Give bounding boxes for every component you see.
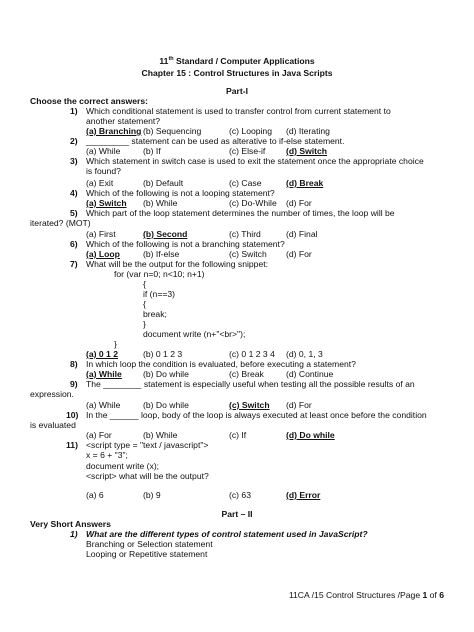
q3-text-line2: is found? bbox=[86, 166, 121, 176]
part2-subheading: Very Short Answers bbox=[30, 519, 111, 529]
q10-option-b: (b) While bbox=[143, 430, 178, 440]
q5-option-d: (d) Final bbox=[286, 229, 318, 239]
q11-number: 11) bbox=[66, 440, 78, 450]
q7-option-d: (d) 0, 1, 3 bbox=[286, 349, 323, 359]
q5-text-line2: iterated? (MOT) bbox=[30, 218, 91, 228]
q7-code-line: } bbox=[143, 319, 146, 329]
q9-text-line2: expression. bbox=[30, 389, 74, 399]
q3-option-d: (d) Break bbox=[286, 178, 324, 188]
q11-option-c: (c) 63 bbox=[229, 490, 251, 500]
q1-option-b: (b) Sequencing bbox=[143, 126, 202, 136]
q5-option-a: (a) First bbox=[86, 229, 116, 239]
part2-answer-line: Looping or Repetitive statement bbox=[86, 549, 208, 559]
page-footer: 11CA /15 Control Structures /Page 1 of 6 bbox=[288, 590, 444, 600]
q1-option-a: (a) Branching bbox=[86, 126, 142, 136]
q6-option-a: (a) Loop bbox=[86, 249, 120, 259]
q7-number: 7) bbox=[70, 259, 78, 269]
q11-code-line: x = 6 + "3"; bbox=[86, 450, 128, 460]
document-title: 11th Standard / Computer Applications bbox=[159, 56, 315, 66]
q2-number: 2) bbox=[70, 136, 78, 146]
q9-text-line1: The ________ statement is especially useful when testing all the possible results of an bbox=[86, 379, 415, 389]
q1-option-c: (c) Looping bbox=[229, 126, 272, 136]
q7-option-c: (c) 0 1 2 3 4 bbox=[229, 349, 275, 359]
q8-option-c: (c) Break bbox=[229, 369, 264, 379]
q4-option-b: (b) While bbox=[143, 198, 178, 208]
q3-text-line1: Which statement in switch case is used to exit the statement once the appropriate choice bbox=[86, 156, 424, 166]
q2-option-c: (c) Else-if bbox=[229, 146, 266, 156]
q7-code-line: document write (n+"<br>"); bbox=[143, 329, 246, 339]
q1-number: 1) bbox=[70, 106, 78, 116]
q9-number: 9) bbox=[70, 379, 78, 389]
q1-text-line2: another statement? bbox=[86, 116, 161, 126]
q11-option-b: (b) 9 bbox=[143, 490, 161, 500]
q10-option-d: (d) Do while bbox=[286, 430, 335, 440]
q8-option-a: (a) While bbox=[86, 369, 122, 379]
q2-option-a: (a) While bbox=[86, 146, 121, 156]
part2-heading: Part – II bbox=[221, 509, 253, 519]
q5-text-line1: Which part of the loop statement determines the number of times, the loop will be bbox=[86, 208, 395, 218]
q4-number: 4) bbox=[70, 188, 78, 198]
q9-option-a: (a) While bbox=[86, 400, 121, 410]
q6-option-b: (b) If-else bbox=[143, 249, 180, 259]
q10-option-a: (a) For bbox=[86, 430, 112, 440]
q4-option-a: (a) Switch bbox=[86, 198, 127, 208]
q11-code-line: document write (x); bbox=[86, 461, 160, 471]
q5-option-c: (c) Third bbox=[229, 229, 261, 239]
q7-code-line: } bbox=[114, 339, 117, 349]
part2-q1-number: 1) bbox=[70, 529, 78, 539]
q9-option-d: (d) For bbox=[286, 400, 312, 410]
q4-text: Which of the following is not a looping statement? bbox=[86, 188, 275, 198]
q2-option-b: (b) If bbox=[143, 146, 161, 156]
q3-option-a: (a) Exit bbox=[86, 178, 114, 188]
q7-code-line: { bbox=[143, 299, 146, 309]
q7-text: What will be the output for the following snippet: bbox=[86, 259, 269, 269]
q6-option-c: (c) Switch bbox=[229, 249, 267, 259]
q11-option-a: (a) 6 bbox=[86, 490, 104, 500]
q4-option-d: (d) For bbox=[286, 198, 312, 208]
q8-number: 8) bbox=[70, 359, 78, 369]
q10-text-line2: is evaluated bbox=[30, 420, 76, 430]
q9-option-b: (b) Do while bbox=[143, 400, 189, 410]
q7-code-line: break; bbox=[143, 309, 167, 319]
q7-code-line: { bbox=[143, 279, 146, 289]
q5-option-b: (b) Second bbox=[143, 229, 188, 239]
q5-number: 5) bbox=[70, 208, 78, 218]
q8-option-b: (b) Do while bbox=[143, 369, 189, 379]
part2-answer-line: Branching or Selection statement bbox=[86, 539, 213, 549]
part1-heading: Part-I bbox=[226, 86, 248, 96]
q7-option-b: (b) 0 1 2 3 bbox=[143, 349, 183, 359]
q10-text-line1: In the ______ loop, body of the loop is always executed at least once before the condition bbox=[86, 410, 427, 420]
chapter-title: Chapter 15 : Control Structures in Java Scripts bbox=[141, 68, 333, 78]
q9-option-c: (c) Switch bbox=[229, 400, 270, 410]
q6-number: 6) bbox=[70, 239, 78, 249]
q11-option-d: (d) Error bbox=[286, 490, 321, 500]
q6-option-d: (d) For bbox=[286, 249, 312, 259]
q1-option-d: (d) Iterating bbox=[286, 126, 330, 136]
q3-option-c: (c) Case bbox=[229, 178, 262, 188]
q8-option-d: (d) Continue bbox=[286, 369, 334, 379]
q11-code-line: <script type = "text / javascript"> bbox=[86, 440, 209, 450]
q8-text: In which loop the condition is evaluated, before executing a statement? bbox=[86, 359, 356, 369]
q10-option-c: (c) If bbox=[229, 430, 247, 440]
q7-code-line: for (var n=0; n<10; n+1) bbox=[114, 269, 205, 279]
q2-option-d: (d) Switch bbox=[286, 146, 328, 156]
q4-option-c: (c) Do-While bbox=[229, 198, 277, 208]
part1-instruction: Choose the correct answers: bbox=[30, 96, 148, 106]
q3-number: 3) bbox=[70, 156, 78, 166]
q7-option-a: (a) 0 1 2 bbox=[86, 349, 119, 359]
q3-option-b: (b) Default bbox=[143, 178, 184, 188]
q2-text: _________ statement can be used as alterative to if-else statement. bbox=[86, 136, 345, 146]
part2-q1-text: What are the different types of control statement used in JavaScript? bbox=[86, 529, 368, 539]
q11-code-line: <script> what will be the output? bbox=[86, 471, 209, 481]
q1-text-line1: Which conditional statement is used to transfer control from current statement to bbox=[86, 106, 391, 116]
q7-code-line: if (n==3) bbox=[143, 289, 176, 299]
q6-text: Which of the following is not a branching statement? bbox=[86, 239, 285, 249]
q10-number: 10) bbox=[66, 410, 79, 420]
